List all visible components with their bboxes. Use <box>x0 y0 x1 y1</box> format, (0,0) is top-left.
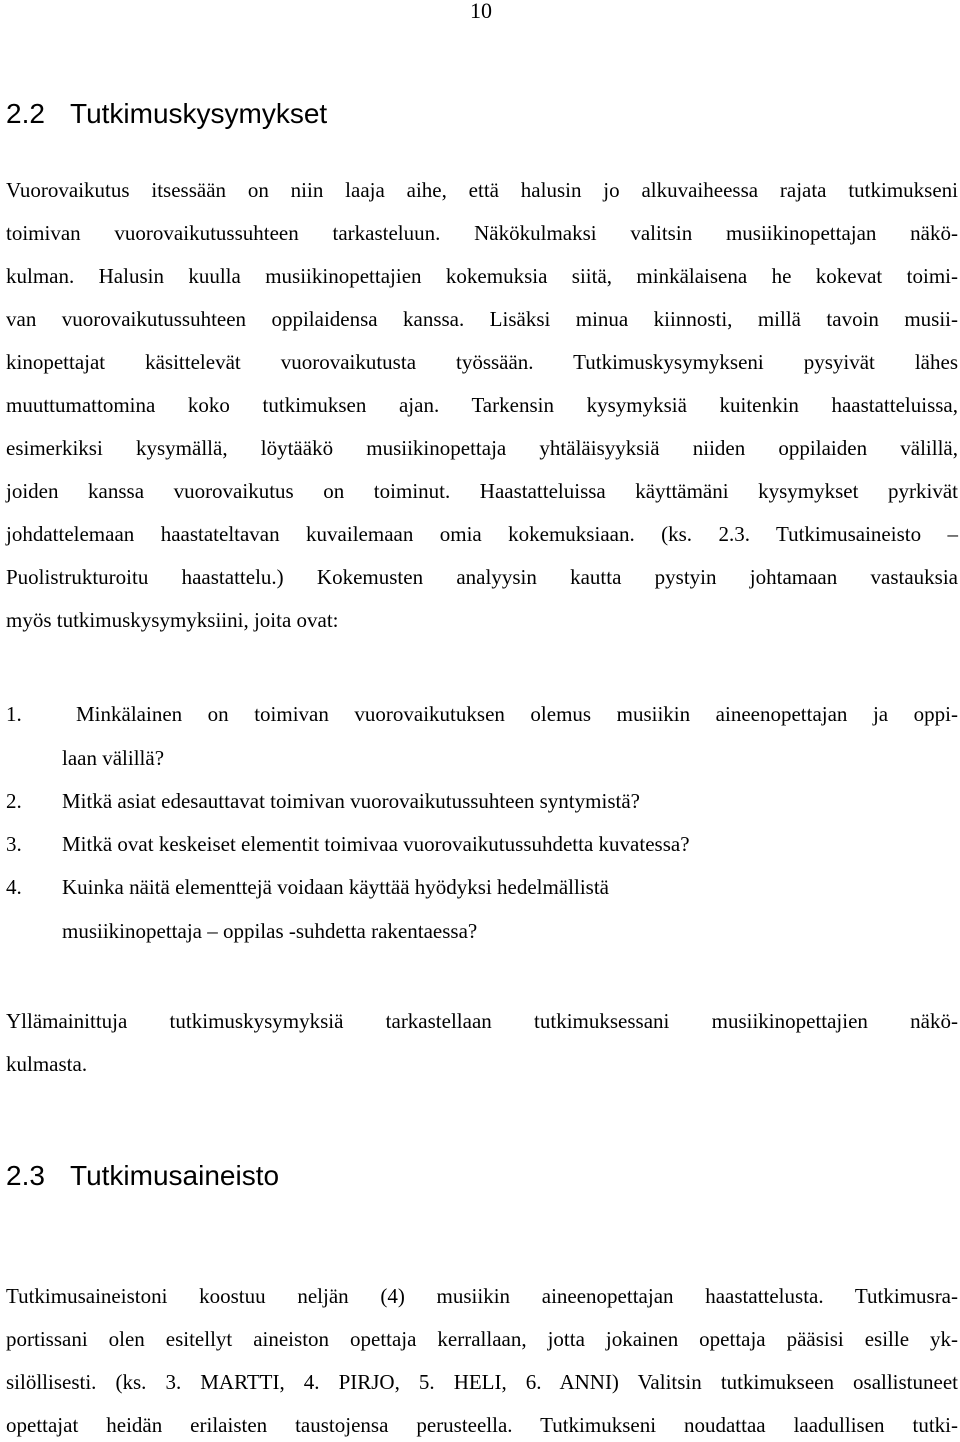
paragraph-line: joiden kanssa vuorovaikutus on toiminut. Haastatteluissa käyttämäni kysymykset pyrkivät <box>6 479 958 503</box>
list-item-text: Kuinka näitä elementtejä voidaan käyttää hyödyksi hedelmällistä <box>62 875 609 899</box>
paragraph-line: kulmasta. <box>6 1052 88 1076</box>
section-number: 2.3 <box>6 1160 45 1191</box>
list-item <box>0 788 960 814</box>
paragraph-line: Puolistrukturoitu haastattelu.) Kokemusten analyysin kautta pystyin johtamaan vastauksia <box>6 565 958 589</box>
section-number: 2.2 <box>6 98 45 129</box>
section-title: Tutkimuskysymykset <box>70 98 328 129</box>
list-item-text: laan välillä? <box>62 746 165 770</box>
paragraph-line: Yllämainittuja tutkimuskysymyksiä tarkastellaan tutkimuksessani musiikinopettajien näkö- <box>6 1009 958 1033</box>
list-item-number: 4. <box>6 875 22 899</box>
list-item <box>0 701 960 771</box>
list-item-text: Minkälainen on toimivan vuorovaikutuksen olemus musiikin aineenopettajan ja oppi- <box>76 702 958 726</box>
paragraph-line: kulman. Halusin kuulla musiikinopettajien kokemuksia siitä, minkälaisena he kokevat toimi- <box>6 264 958 288</box>
paragraph-line: kinopettajat käsittelevät vuorovaikutusta työssään. Tutkimuskysymykseni pysyivät lähes <box>6 350 958 374</box>
paragraph-line: Vuorovaikutus itsessään on niin laaja aihe, että halusin jo alkuvaiheessa rajata tutkimukseni <box>6 178 958 202</box>
paragraph-line: myös tutkimuskysymyksiini, joita ovat: <box>6 608 339 632</box>
list-item-text: Mitkä asiat edesauttavat toimivan vuorovaikutussuhteen syntymistä? <box>62 789 640 813</box>
paragraph-line: toimivan vuorovaikutussuhteen tarkasteluun. Näkökulmaksi valitsin musiikinopettajan näkö- <box>6 221 958 245</box>
section-title: Tutkimusaineisto <box>70 1160 280 1191</box>
paragraph-line: opettajat heidän erilaisten taustojensa perusteella. Tutkimukseni noudattaa laadullisen tutki- <box>6 1413 958 1437</box>
list-item-text: musiikinopettaja – oppilas -suhdetta rakentaessa? <box>62 919 478 943</box>
list-item-number: 2. <box>6 789 22 813</box>
paragraph-line: johdattelemaan haastateltavan kuvailemaan omia kokemuksiaan. (ks. 2.3. Tutkimusaineisto – <box>6 522 958 546</box>
list-item-text: Mitkä ovat keskeiset elementit toimivaa vuorovaikutussuhdetta kuvatessa? <box>62 832 690 856</box>
paragraph-line: esimerkiksi kysymällä, löytääkö musiikinopettaja yhtäläisyyksiä niiden oppilaiden välillä, <box>6 436 958 460</box>
page-number: 10 <box>470 0 492 23</box>
paragraph-line: muuttumattomina koko tutkimuksen ajan. Tarkensin kysymyksiä kuitenkin haastatteluissa, <box>6 393 958 417</box>
list-item-number: 3. <box>6 832 22 856</box>
paragraph-line: Tutkimusaineistoni koostuu neljän (4) musiikin aineenopettajan haastattelusta. Tutkimusra- <box>6 1284 958 1308</box>
section-heading-2-2 <box>6 98 327 130</box>
list-item-number: 1. <box>6 702 22 726</box>
list-item <box>0 831 960 857</box>
section-heading-2-3 <box>6 1160 279 1192</box>
paragraph-line: silöllisesti. (ks. 3. MARTTI, 4. PIRJO, 5. HELI, 6. ANNI) Valitsin tutkimukseen osallistuneet <box>6 1370 958 1394</box>
paragraph-line: van vuorovaikutussuhteen oppilaidensa kanssa. Lisäksi minua kiinnosti, millä tavoin musii- <box>6 307 958 331</box>
paragraph-line: portissani olen esitellyt aineiston opettaja kerrallaan, jotta jokainen opettaja pääsisi esille yk- <box>6 1327 958 1351</box>
list-item <box>0 874 960 944</box>
